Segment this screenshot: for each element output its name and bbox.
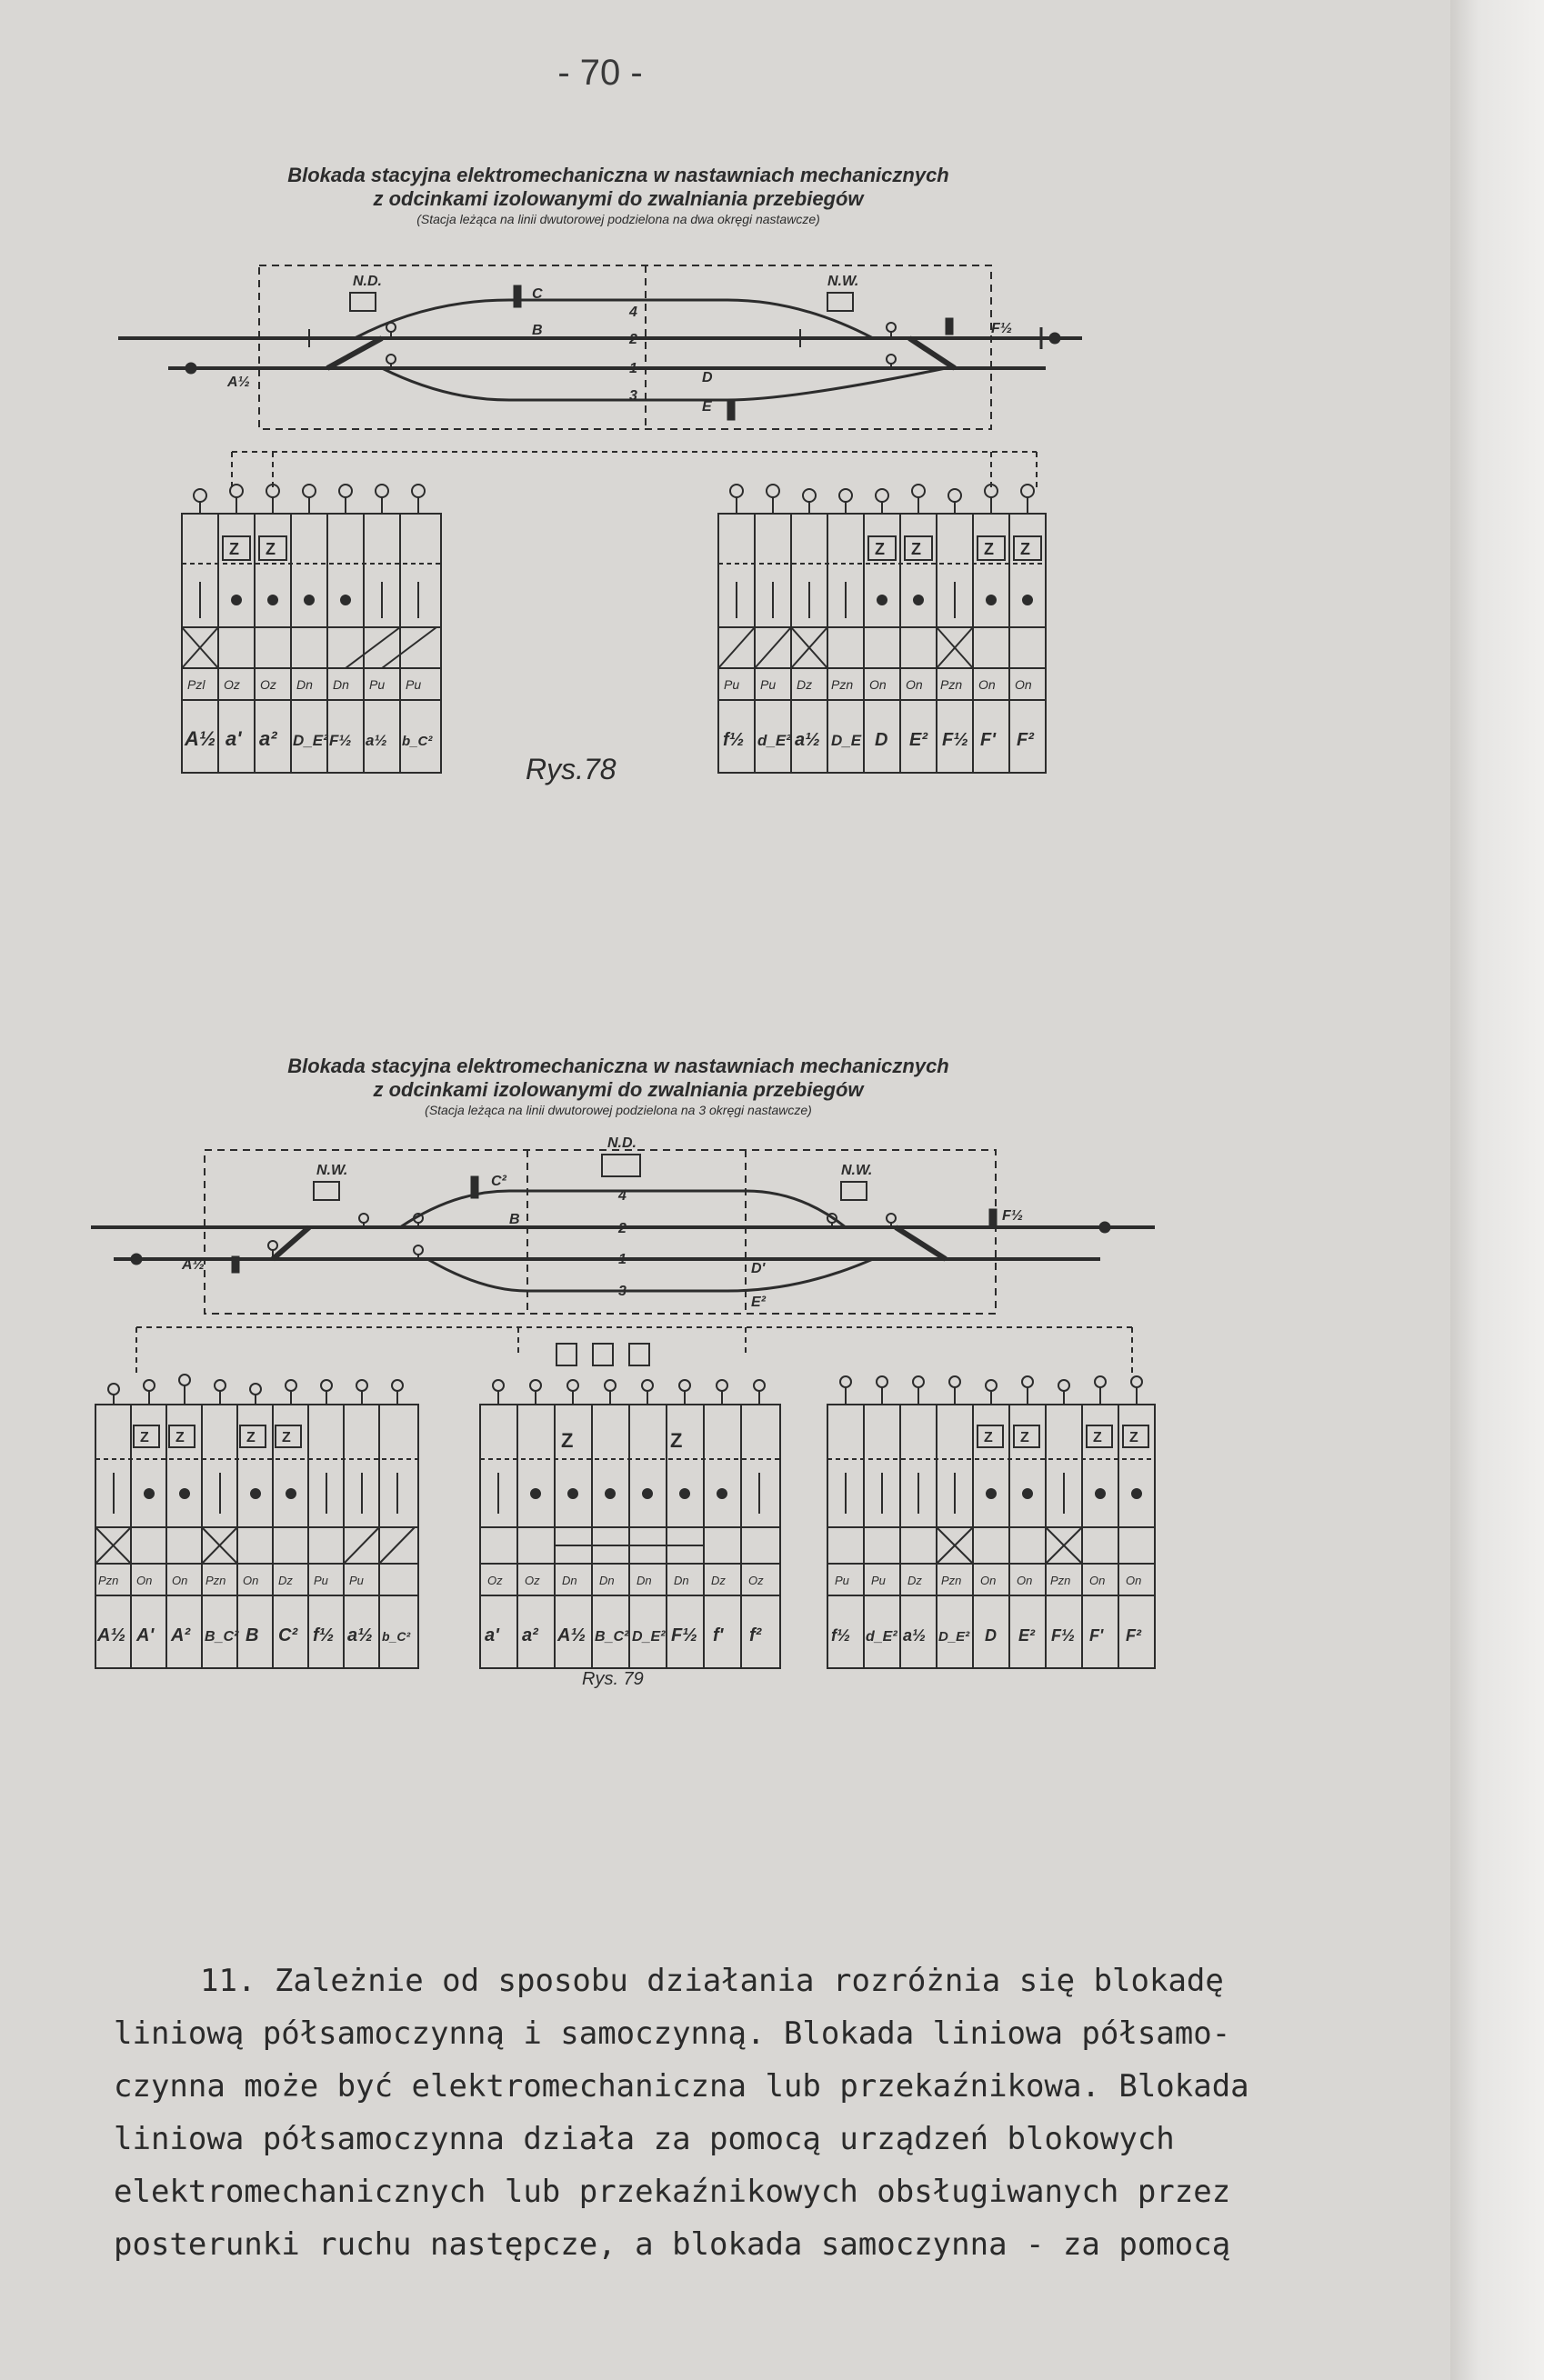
fig1-right-signal-4: D_E — [831, 732, 862, 749]
fig2-label-track-1: 1 — [618, 1252, 627, 1267]
paragraph-line-5: elektromechanicznych lub przekaźnikowych obsługiwanych przez — [114, 2174, 1231, 2210]
figure2-caption: Rys. 79 — [582, 1669, 644, 1689]
body-paragraph — [114, 1955, 1423, 2271]
paragraph-line-3: czynna może być elektromechaniczna lub przekaźnikowa. Blokada — [114, 2068, 1249, 2105]
fig1-label-route-d: D — [702, 370, 713, 385]
fig1-label-left-box: N.D. — [353, 274, 382, 289]
fig2-middle-code-1: Oz — [487, 1574, 503, 1587]
fig2-left-code-7: Pu — [314, 1574, 328, 1587]
fig2-right-z1: Z — [984, 1430, 993, 1445]
fig2-left-code-5: On — [243, 1574, 259, 1587]
fig1-right-z3: Z — [984, 540, 994, 558]
fig2-middle-z1: Z — [561, 1429, 574, 1452]
figure1-title-line1: Blokada stacyjna elektromechaniczna w nastawniach mechanicznych — [287, 164, 949, 186]
fig2-middle-signal-8: f² — [749, 1625, 762, 1645]
fig2-left-code-2: On — [136, 1574, 153, 1587]
fig1-right-signal-6: E² — [909, 730, 927, 750]
fig2-right-signal-8: F' — [1089, 1626, 1104, 1645]
fig1-right-code-5: On — [869, 677, 887, 692]
figure1-title-line2: z odcinkami izolowanymi do zwalniania przebiegów — [373, 187, 864, 211]
fig1-right-z2: Z — [911, 540, 921, 558]
paragraph-number: 11. — [200, 1963, 256, 1999]
fig2-middle-signal-5: D_E² — [632, 1629, 666, 1645]
fig1-label-route-b: B — [532, 323, 543, 338]
fig1-label-track-3: 3 — [629, 388, 637, 404]
fig2-right-z2: Z — [1020, 1430, 1029, 1445]
figure1-title-line3: (Stacja leżąca na linii dwutorowej podzielona na dwa okręgi nastawcze) — [416, 211, 820, 226]
fig2-right-signal-1: f½ — [831, 1626, 851, 1645]
paragraph-line-1 — [114, 1955, 1423, 2007]
fig2-middle-code-7: Dz — [711, 1574, 726, 1587]
fig2-left-signal-7: f½ — [313, 1625, 335, 1645]
fig2-label-signal-a: A½ — [182, 1257, 205, 1273]
fig1-right-code-1: Pu — [724, 677, 740, 692]
fig2-right-code-4: Pzn — [941, 1574, 962, 1587]
fig2-right-code-9: On — [1126, 1574, 1142, 1587]
fig1-left-signal-5: F½ — [329, 732, 352, 749]
fig1-right-code-4: Pzn — [831, 677, 854, 692]
fig1-label-signal-f: F½ — [991, 321, 1013, 336]
fig1-left-signal-1: A½ — [185, 727, 216, 750]
fig1-label-track-1: 1 — [629, 361, 637, 376]
fig2-middle-code-2: Oz — [525, 1574, 540, 1587]
fig2-left-signal-9: b_C² — [382, 1629, 411, 1644]
figure1-track-layout — [118, 265, 1082, 491]
fig2-middle-signal-4: B_C² — [595, 1629, 629, 1645]
fig2-left-signal-3: A² — [171, 1625, 191, 1645]
fig2-right-signal-2: d_E² — [866, 1629, 897, 1645]
fig2-middle-signal-6: F½ — [671, 1625, 697, 1645]
fig2-right-z4: Z — [1129, 1430, 1138, 1445]
paragraph-line-2: liniową półsamoczynną i samoczynną. Blokada liniowa półsamo- — [114, 2015, 1231, 2052]
fig2-right-code-8: On — [1089, 1574, 1106, 1587]
fig2-left-signal-1: A½ — [97, 1625, 126, 1645]
fig1-right-signal-7: F½ — [942, 730, 968, 750]
fig2-right-signal-7: F½ — [1051, 1626, 1076, 1645]
fig2-middle-z2: Z — [670, 1429, 683, 1452]
fig2-middle-signal-3: A½ — [557, 1625, 587, 1645]
fig1-right-signal-1: f½ — [723, 730, 745, 750]
fig1-left-code-4: Dn — [296, 677, 313, 692]
fig2-label-left-box: N.W. — [316, 1163, 348, 1178]
fig1-label-track-2: 2 — [629, 332, 637, 347]
fig1-left-code-3: Oz — [260, 677, 276, 692]
fig2-right-code-7: Pzn — [1050, 1574, 1071, 1587]
fig2-left-z2: Z — [175, 1430, 185, 1445]
paragraph-line-6: posterunki ruchu następcze, a blokada samoczynna - za pomocą — [114, 2226, 1231, 2263]
fig1-right-code-3: Dz — [797, 677, 813, 692]
paragraph-line-1-text: Zależnie od sposobu działania rozróżnia się blokadę — [274, 1963, 1224, 1999]
fig2-middle-signal-2: a² — [522, 1625, 538, 1645]
fig2-right-code-2: Pu — [871, 1574, 886, 1587]
fig2-left-code-1: Pzn — [98, 1574, 119, 1587]
fig2-middle-code-3: Dn — [562, 1574, 577, 1587]
fig2-label-track-2: 2 — [618, 1221, 627, 1236]
fig2-right-code-6: On — [1017, 1574, 1033, 1587]
fig2-left-signal-2: A' — [136, 1625, 155, 1645]
fig1-left-z1: Z — [229, 540, 239, 558]
fig1-label-right-box: N.W. — [827, 274, 859, 289]
figure1-caption: Rys.78 — [526, 753, 617, 785]
fig1-label-track-4: 4 — [629, 305, 637, 320]
figure2-title-line3: (Stacja leżąca na linii dwutorowej podzielona na 3 okręgi nastawcze) — [425, 1102, 812, 1117]
fig2-middle-signal-7: f' — [713, 1625, 724, 1645]
fig1-right-z1: Z — [875, 540, 885, 558]
fig2-left-signal-4: B_C² — [205, 1629, 239, 1645]
fig1-left-signal-3: a² — [259, 727, 277, 750]
figure2-middle-panel — [480, 1344, 780, 1668]
fig1-right-z4: Z — [1020, 540, 1030, 558]
fig2-middle-code-5: Dn — [637, 1574, 652, 1587]
fig2-right-code-5: On — [980, 1574, 997, 1587]
fig2-label-signal-f: F½ — [1002, 1208, 1024, 1224]
fig2-right-z3: Z — [1093, 1430, 1102, 1445]
fig1-left-code-5: Dn — [333, 677, 349, 692]
fig2-middle-code-8: Oz — [748, 1574, 764, 1587]
fig1-right-code-6: On — [906, 677, 923, 692]
fig1-left-signal-4: D_E² — [293, 732, 328, 749]
fig2-label-route-c: C² — [491, 1174, 506, 1189]
fig2-label-middle-box: N.D. — [607, 1135, 637, 1151]
fig1-label-signal-a: A½ — [227, 375, 250, 390]
fig2-right-signal-5: D — [985, 1626, 997, 1645]
fig2-left-code-6: Dz — [278, 1574, 293, 1587]
fig1-right-signal-8: F' — [980, 730, 996, 750]
fig1-right-signal-3: a½ — [795, 730, 820, 750]
fig2-left-signal-5: B — [246, 1625, 259, 1645]
fig1-left-code-2: Oz — [224, 677, 240, 692]
figure2-right-panel — [827, 1376, 1155, 1668]
fig2-label-route-e: E² — [751, 1295, 766, 1310]
fig2-right-signal-4: D_E² — [938, 1629, 970, 1645]
fig1-left-signal-7: b_C² — [402, 734, 433, 749]
fig2-middle-signal-1: a' — [485, 1625, 499, 1645]
fig1-label-route-e: E — [702, 399, 712, 415]
fig1-left-code-1: Pzl — [187, 677, 206, 692]
fig2-label-right-box: N.W. — [841, 1163, 873, 1178]
figure1-left-panel — [182, 485, 441, 773]
fig2-label-track-3: 3 — [618, 1284, 627, 1299]
fig1-right-signal-5: D — [875, 730, 888, 750]
fig2-left-signal-8: a½ — [347, 1625, 373, 1645]
fig2-label-route-b: B — [509, 1212, 520, 1227]
figure2-title-line2: z odcinkami izolowanymi do zwalniania przebiegów — [373, 1078, 864, 1102]
fig2-left-signal-6: C² — [278, 1625, 298, 1645]
fig1-right-signal-9: F² — [1017, 730, 1034, 750]
fig1-right-code-9: On — [1015, 677, 1032, 692]
fig1-right-code-2: Pu — [760, 677, 777, 692]
fig1-right-code-8: On — [978, 677, 996, 692]
figure2-title-line1: Blokada stacyjna elektromechaniczna w nastawniach mechanicznych — [287, 1055, 949, 1077]
fig1-left-signal-2: a' — [226, 727, 242, 750]
fig2-left-code-3: On — [172, 1574, 188, 1587]
fig2-label-route-d: D' — [751, 1261, 766, 1276]
paragraph-line-4: liniowa półsamoczynna działa za pomocą urządzeń blokowych — [114, 2121, 1175, 2157]
fig1-left-code-7: Pu — [406, 677, 422, 692]
figure2-track-layout — [91, 1135, 1155, 1373]
fig2-right-signal-3: a½ — [903, 1626, 927, 1645]
fig2-right-code-3: Dz — [907, 1574, 922, 1587]
fig2-left-code-8: Pu — [349, 1574, 364, 1587]
figure1-right-panel — [718, 485, 1046, 773]
fig2-left-z1: Z — [140, 1430, 149, 1445]
figure2-left-panel — [95, 1375, 418, 1668]
fig1-label-route-c: C — [532, 286, 543, 302]
fig2-left-code-4: Pzn — [206, 1574, 226, 1587]
fig2-right-signal-6: E² — [1018, 1626, 1035, 1645]
fig1-right-code-7: Pzn — [940, 677, 963, 692]
fig1-left-z2: Z — [266, 540, 276, 558]
fig2-right-signal-9: F² — [1126, 1626, 1141, 1645]
fig2-middle-code-6: Dn — [674, 1574, 689, 1587]
fig2-right-code-1: Pu — [835, 1574, 849, 1587]
fig1-left-signal-6: a½ — [366, 732, 387, 749]
fig2-middle-code-4: Dn — [599, 1574, 615, 1587]
fig1-right-signal-2: d_E² — [757, 732, 791, 749]
page-number: - 70 - — [557, 53, 643, 93]
fig2-left-z4: Z — [282, 1430, 291, 1445]
fig2-left-z3: Z — [246, 1430, 256, 1445]
fig1-left-code-6: Pu — [369, 677, 386, 692]
fig2-label-track-4: 4 — [618, 1188, 627, 1204]
